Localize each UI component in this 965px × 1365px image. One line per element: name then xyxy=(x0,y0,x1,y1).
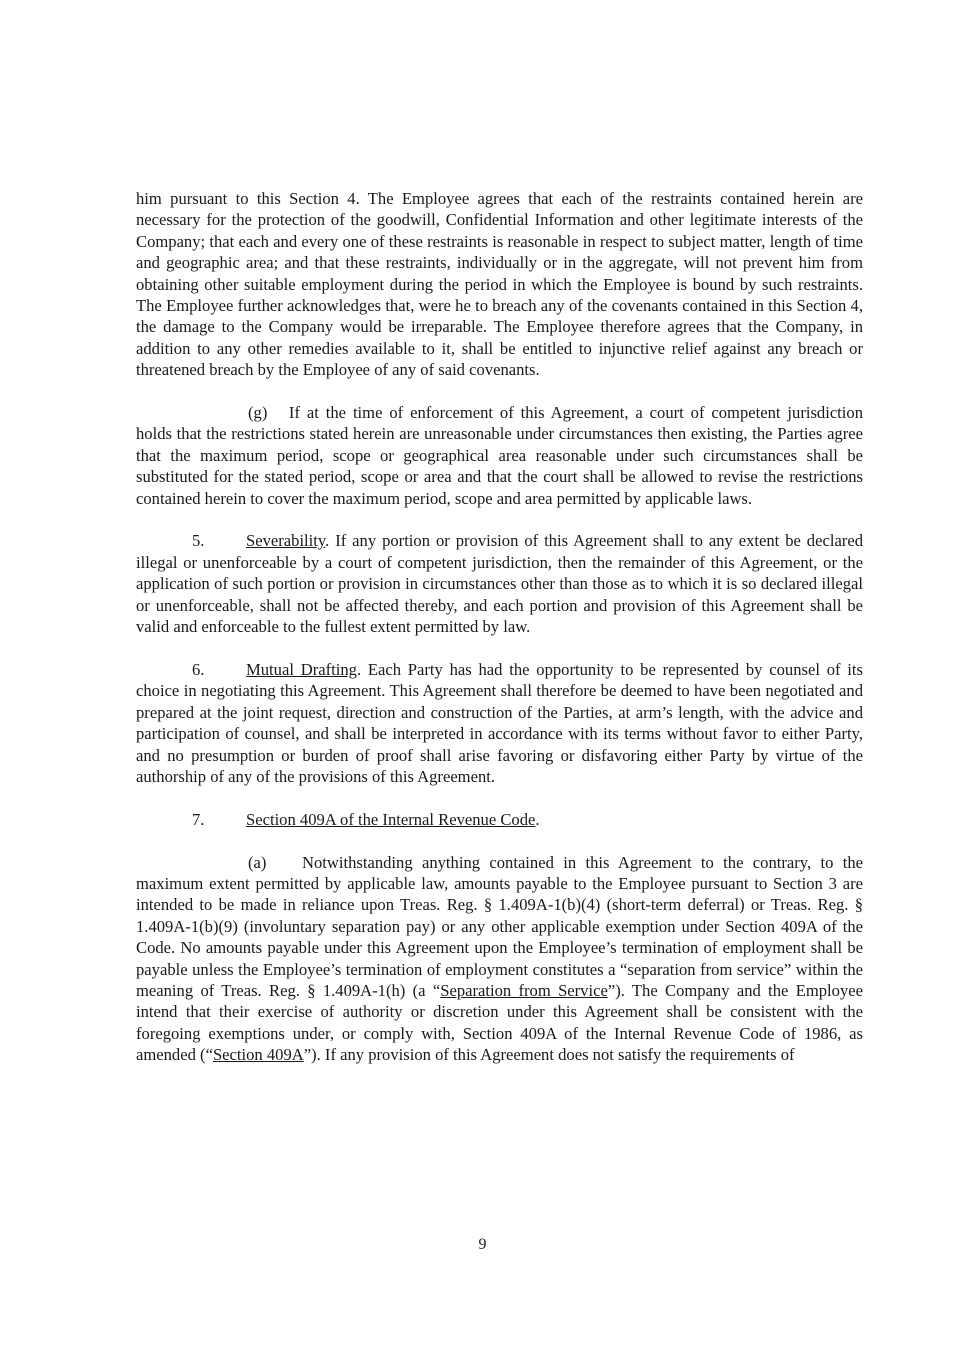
section-heading: Section 409A of the Internal Revenue Code xyxy=(246,809,536,829)
paragraph-text: ”). The Company and the Employee intend that their exercise of authority or discretion under this Agreement shall be consistent with the foregoing exemptions under, or comply with, Section 409A of the Internal Revenue Code of 1986, as amended (“ xyxy=(136,980,863,1065)
paragraph-text: If at the time of enforcement of this Agreement, a court of competent jurisdiction holds that the restrictions stated herein are unreasonable under circumstances then existing, the Parties agree that the maximum period, scope or geographical area reasonable under such circumstances shall be substituted for the stated period, scope or area and that the court shall be allowed to revise the restrictions contained herein to cover the maximum period, scope and area permitted by applicable laws. xyxy=(136,403,863,508)
subsection-marker: (a) xyxy=(248,852,267,872)
paragraph-section-5 xyxy=(136,530,863,637)
section-7-heading xyxy=(136,809,863,830)
section-number: 6. xyxy=(192,659,205,679)
paragraph-text: ”). If any provision of this Agreement does not satisfy the requirements of xyxy=(303,1045,795,1065)
heading-period: . xyxy=(535,809,540,829)
page-number: 9 xyxy=(478,1236,487,1253)
section-heading: Mutual Drafting xyxy=(246,659,357,679)
section-number: 5. xyxy=(192,531,205,551)
section-heading: Severability xyxy=(246,531,326,551)
defined-term: Section 409A xyxy=(212,1045,304,1065)
paragraph-text: . Each Party has had the opportunity to be represented by counsel of its choice in negotiating this Agreement. This Agreement shall therefore be deemed to have been negotiated and prepared at the joint request, direction and construction of the Parties, at arm’s length, with the advice and participation of counsel, and shall be interpreted in accordance with its terms without favor to either Party, and no presumption or burden of proof shall arise favoring or disfavoring either Party by virtue of the authorship of any of the provisions of this Agreement. xyxy=(136,659,863,786)
paragraph-section-6 xyxy=(136,659,863,787)
defined-term: Separation from Service xyxy=(440,980,608,1000)
paragraph-7a xyxy=(136,852,863,1066)
paragraph-4g xyxy=(136,402,863,509)
section-number: 7. xyxy=(192,809,205,829)
paragraph-text: Notwithstanding anything contained in this Agreement to the contrary, to the maximum extent permitted by applicable law, amounts payable to the Employee pursuant to Section 3 are intended to be made in reliance upon Treas. Reg. § 1.409A-1(b)(4) (short-term deferral) or Treas. Reg. § 1.409A-1(b)(9) (involuntary separation pay) or any other applicable exemption under Section 409A of the Code. No amounts payable under this Agreement upon the Employee’s termination of employment shall be payable unless the Employee’s termination of employment constitutes a “separation from service” within the meaning of Treas. Reg. § 1.409A-1(h) (a “ xyxy=(136,852,863,1000)
document-body xyxy=(136,188,863,1066)
subsection-marker: (g) xyxy=(248,403,268,423)
paragraph-text: . If any portion or provision of this Agreement shall to any extent be declared illegal or unenforceable by a court of competent jurisdiction, then the remainder of this Agreement, or the application of such portion or provision in circumstances other than those as to which it is so declared illegal or unenforceable, shall not be affected thereby, and each portion and provision of this Agreement shall be valid and enforceable to the fullest extent permitted by law. xyxy=(136,531,863,637)
paragraph-text: him pursuant to this Section 4. The Employee agrees that each of the restraints contained herein are necessary for the protection of the goodwill, Confidential Information and other legitimate interests of the Company; that each and every one of these restraints is reasonable in respect to subject matter, length of time and geographic area; and that these restraints, individually or in the aggregate, will not prevent him from obtaining other suitable employment during the period in which the Employee is bound by such restraints. The Employee further acknowledges that, were he to breach any of the covenants contained in this Section 4, the damage to the Company would be irreparable. The Employee therefore agrees that the Company, in addition to any other remedies available to it, shall be entitled to injunctive relief against any breach or threatened breach by the Employee of any of said covenants. xyxy=(136,189,863,380)
paragraph-section-4-continuation xyxy=(136,188,863,381)
